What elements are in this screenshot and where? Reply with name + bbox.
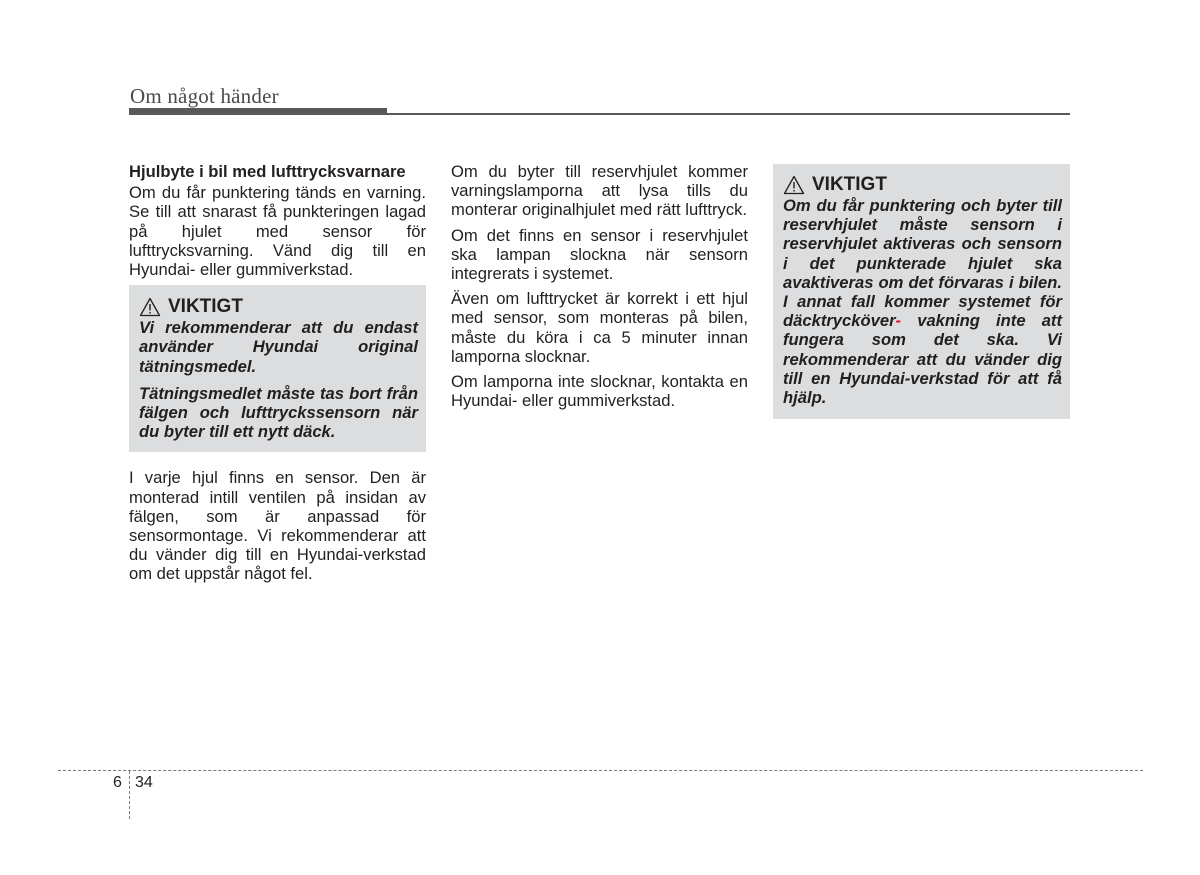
column-left [129, 162, 426, 590]
warning-triangle-icon [783, 175, 805, 195]
notice-text: Vi rekommenderar att du endast använder Hyundai original tätningsmedel. [139, 318, 418, 376]
footer-dashed-divider [129, 771, 130, 819]
header-rule-thick [129, 108, 387, 115]
column-right [773, 164, 1070, 419]
paragraph: Om det finns en sensor i reservhjulet ska lampan slockna när sensorn integrerats i systemet. [451, 225, 748, 284]
column-middle [451, 162, 748, 416]
notice-heading [783, 174, 1062, 196]
notice-box [773, 164, 1070, 419]
notice-label: VIKTIGT [812, 174, 887, 195]
paragraph: I varje hjul finns en sensor. Den är monterad intill ventilen på insidan av fälgen, som är anpassad för sensormontage. Vi rekommenderar att du vänder dig till en Hyundai-verkstad om det uppstår något fel. [129, 468, 426, 584]
notice-heading [139, 296, 418, 318]
warning-triangle-icon [139, 297, 161, 317]
paragraph: Om lamporna inte slocknar, kontakta en Hyundai- eller gummiverkstad. [451, 372, 748, 411]
notice-box [129, 285, 426, 452]
chapter-number: 6 [113, 774, 122, 791]
page-title: Om något händer [130, 84, 279, 108]
paragraph: Om du får punktering tänds en varning. Se till att snarast få punkteringen lagad på hjulet med sensor för lufttrycksvarning. Vänd dig till en Hyundai- eller gummiverkstad. [129, 183, 426, 280]
footer-dashed-rule [58, 770, 1143, 771]
red-hyphen: - [895, 311, 902, 331]
notice-label: VIKTIGT [168, 296, 243, 318]
paragraph: Även om lufttrycket är korrekt i ett hjul med sensor, som monteras på bilen, måste du köra i ca 5 minuter innan lamporna slocknar. [451, 289, 748, 366]
notice-text: Tätningsmedlet måste tas bort från fälgen och lufttryckssensorn när du byter till ett nytt däck. [139, 383, 418, 442]
section-subheading: Hjulbyte i bil med lufttrycksvarnare [129, 162, 406, 181]
paragraph: Om du byter till reservhjulet kommer varningslamporna att lysa tills du monterar originalhjulet med rätt lufttryck. [451, 162, 748, 220]
page-number: 34 [135, 774, 153, 791]
notice-text-part: Om du får punktering och byter till reservhjulet måste sensorn i reservhjulet aktiveras och sensorn i det punkterade hjulet ska avaktiveras om det förvaras i bilen. I annat fall kommer systemet för däcktrycköver [783, 196, 1062, 331]
notice-text-part: vakning inte att fungera som det ska. Vi rekommenderar att du vänder dig till en Hyundai-verkstad för att få hjälp. [783, 311, 1062, 408]
header-rule-thin [387, 113, 1070, 115]
notice-text [783, 196, 1062, 407]
